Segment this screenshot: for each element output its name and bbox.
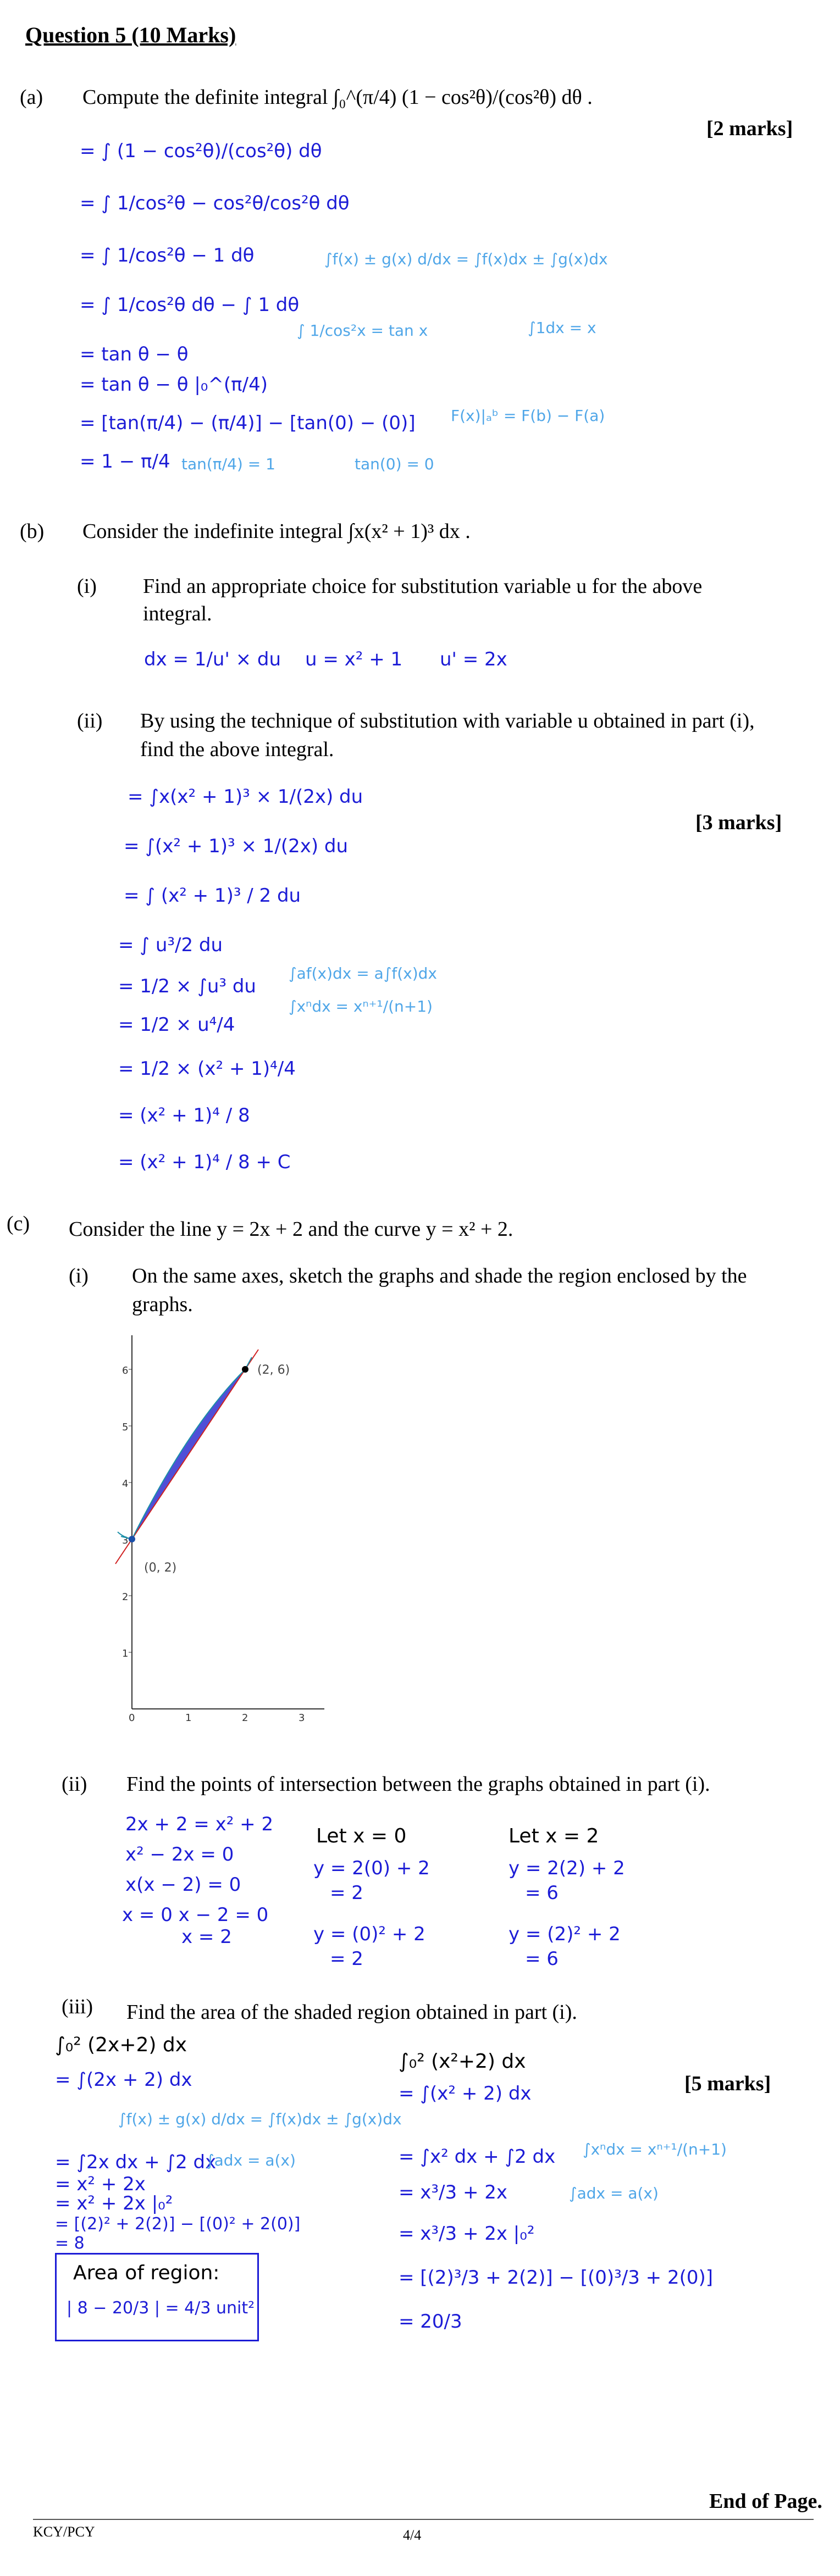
x-tick-label: 0 [129, 1712, 135, 1724]
area-value: | 8 − 20/3 | = 4/3 unit² [67, 2299, 255, 2318]
part-c-label: (c) [7, 1212, 30, 1235]
y-tick-label: 6 [122, 1365, 129, 1376]
part-b-ii-label: (ii) [77, 709, 103, 732]
part-c-ii-work: 2x + 2 = x² + 2 [125, 1813, 274, 1835]
x-tick-label: 3 [299, 1712, 305, 1724]
footer-page-number: 4/4 [403, 2527, 422, 2543]
y-tick-label: 2 [122, 1591, 129, 1603]
part-b-ii-step: = 1/2 × ∫u³ du [118, 975, 256, 997]
part-a-step: = ∫ (1 − cos²θ)/(cos²θ) dθ [80, 140, 322, 162]
part-c-i-prompt-line1: On the same axes, sketch the graphs and shade the region enclosed by the [132, 1264, 747, 1287]
point-label-bottom: (0, 2) [144, 1561, 177, 1575]
part-c-ii-work: x² − 2x = 0 [125, 1844, 234, 1866]
part-b-i-work: dx = 1/u' × du [144, 648, 281, 670]
y-tick-label: 3 [122, 1535, 129, 1546]
note-tan-0: tan(0) = 0 [355, 455, 434, 473]
part-b-ii-step: = (x² + 1)⁴ / 8 [118, 1104, 250, 1126]
let-x-2-title: Let x = 2 [509, 1825, 599, 1847]
note-sec-rule: ∫ 1/cos²x = tan x [297, 321, 428, 340]
part-a-step: = tan θ − θ |₀^(π/4) [80, 374, 268, 396]
part-a-step: = tan θ − θ [80, 343, 189, 365]
note-const-rule-c1: ∫adx = a(x) [206, 2151, 296, 2169]
right-integral-step: = 20/3 [399, 2311, 462, 2333]
x-tick-label: 1 [185, 1712, 192, 1724]
part-a-step: = [tan(π/4) − (π/4)] − [tan(0) − (0)] [80, 412, 416, 434]
left-integral-step: = x² + 2x [55, 2173, 146, 2195]
right-integral-step: = [(2)³/3 + 2(2)] − [(0)³/3 + 2(0)] [399, 2267, 714, 2289]
part-b-ii-step: = (x² + 1)⁴ / 8 + C [118, 1151, 291, 1173]
part-b-prompt: Consider the indefinite integral ∫x(x² + 1)³ dx . [82, 520, 471, 543]
part-c-ii-work: y = (2)² + 2 [509, 1923, 621, 1945]
left-integral-step: = [(2)² + 2(2)] − [(0)² + 2(0)] [55, 2214, 301, 2234]
y-ticks [122, 1365, 132, 1659]
part-b-ii-prompt-line2: find the above integral. [140, 738, 334, 761]
graph [110, 1330, 341, 1736]
part-c-i-prompt-line2: graphs. [132, 1293, 193, 1316]
part-a-step: = 1 − π/4 [80, 451, 170, 473]
right-integral-step: = x³/3 + 2x [399, 2181, 507, 2203]
footer-author: KCY/PCY [33, 2524, 95, 2540]
part-b-ii-step: = ∫(x² + 1)³ × 1/(2x) du [124, 835, 349, 857]
part-c-ii-work: x(x − 2) = 0 [125, 1874, 241, 1896]
left-integral-step: = 8 [55, 2234, 85, 2253]
part-c-iii-marks: [5 marks] [684, 2072, 771, 2095]
right-integral-title: ∫₀² (x²+2) dx [399, 2050, 526, 2073]
let-x-0-title: Let x = 0 [316, 1825, 407, 1847]
note-const-rule: ∫af(x)dx = a∫f(x)dx [289, 964, 437, 982]
part-c-iii-label: (iii) [62, 1995, 93, 2018]
part-c-ii-work: = 6 [525, 1948, 559, 1970]
note-tan-pi4: tan(π/4) = 1 [181, 455, 275, 473]
y-tick-label: 4 [122, 1478, 129, 1490]
part-b-ii-step: = ∫ (x² + 1)³ / 2 du [124, 885, 301, 907]
part-c-prompt: Consider the line y = 2x + 2 and the curve y = x² + 2. [69, 1218, 513, 1241]
part-a-marks: [2 marks] [706, 117, 793, 140]
part-b-ii-prompt-line1: By using the technique of substitution with variable u obtained in part (i), [140, 709, 755, 732]
intersection-point-top [242, 1366, 248, 1373]
left-integral-step: = x² + 2x |₀² [55, 2192, 173, 2214]
part-a-step: = ∫ 1/cos²θ dθ − ∫ 1 dθ [80, 294, 300, 316]
x-tick-label: 2 [242, 1712, 248, 1724]
part-b-i-prompt-line2: integral. [143, 602, 212, 625]
right-integral-step: = x³/3 + 2x |₀² [399, 2223, 535, 2245]
note-power-rule-c: ∫xⁿdx = xⁿ⁺¹/(n+1) [583, 2140, 727, 2158]
part-b-ii-step: = 1/2 × (x² + 1)⁴/4 [118, 1058, 296, 1080]
note-sum-rule: ∫f(x) ± g(x) d/dx = ∫f(x)dx ± ∫g(x)dx [324, 250, 608, 268]
part-c-ii-work: y = 2(0) + 2 [313, 1857, 430, 1879]
part-b-ii-step: = 1/2 × u⁴/4 [118, 1014, 235, 1036]
note-sum-rule-c: ∫f(x) ± g(x) d/dx = ∫f(x)dx ± ∫g(x)dx [118, 2110, 402, 2128]
part-a-prompt: Compute the definite integral ∫₀^(π/4) (1 − cos²θ)/(cos²θ) dθ . [82, 86, 593, 109]
part-b-label: (b) [20, 520, 45, 543]
x-ticks [129, 1712, 305, 1724]
intersection-point-bottom [129, 1536, 135, 1542]
note-one-rule: ∫1dx = x [528, 319, 596, 337]
part-c-iii-prompt: Find the area of the shaded region obtained in part (i). [126, 2001, 577, 2024]
note-power-rule: ∫xⁿdx = xⁿ⁺¹/(n+1) [289, 997, 433, 1015]
part-c-ii-work: y = (0)² + 2 [313, 1923, 425, 1945]
area-answer-box [55, 2253, 259, 2341]
line-graph [115, 1350, 258, 1564]
area-title: Area of region: [73, 2262, 220, 2284]
right-integral-step: = ∫x² dx + ∫2 dx [399, 2146, 556, 2168]
part-b-i-label: (i) [77, 575, 97, 598]
part-a-step: = ∫ 1/cos²θ − cos²θ/cos²θ dθ [80, 192, 350, 214]
right-integral-step: = ∫(x² + 2) dx [399, 2083, 532, 2105]
left-integral-title: ∫₀² (2x+2) dx [55, 2034, 187, 2056]
part-c-i-label: (i) [69, 1264, 89, 1287]
part-c-ii-prompt: Find the points of intersection between the graphs obtained in part (i). [126, 1773, 710, 1796]
end-of-page: End of Page. [709, 2490, 822, 2513]
part-b-ii-step: = ∫x(x² + 1)³ × 1/(2x) du [128, 786, 363, 808]
y-tick-label: 5 [122, 1422, 129, 1433]
part-c-ii-work: y = 2(2) + 2 [509, 1857, 625, 1879]
footer-divider [33, 2519, 814, 2520]
note-ftc: F(x)|ₐᵇ = F(b) − F(a) [451, 407, 605, 425]
part-a-label: (a) [20, 86, 43, 109]
left-integral-step: = ∫(2x + 2) dx [55, 2069, 192, 2091]
part-c-ii-work: x = 0 x − 2 = 0 [122, 1904, 269, 1926]
part-b-i-prompt-line1: Find an appropriate choice for substitution variable u for the above [143, 575, 703, 598]
point-label-top: (2, 6) [257, 1363, 290, 1377]
note-const-rule-c2: ∫adx = a(x) [569, 2184, 659, 2202]
part-b-i-work: u' = 2x [440, 648, 507, 670]
part-a-step: = ∫ 1/cos²θ − 1 dθ [80, 245, 255, 267]
question-title: Question 5 (10 Marks) [25, 23, 236, 47]
left-integral-step: = ∫2x dx + ∫2 dx [55, 2151, 217, 2173]
part-c-ii-work: = 2 [330, 1882, 363, 1904]
part-c-ii-work: = 6 [525, 1882, 559, 1904]
part-c-ii-label: (ii) [62, 1773, 87, 1796]
part-b-ii-marks: [3 marks] [695, 811, 782, 834]
part-b-ii-step: = ∫ u³/2 du [118, 934, 223, 956]
part-c-ii-work: x = 2 [181, 1926, 232, 1948]
part-c-ii-work: = 2 [330, 1948, 363, 1970]
y-tick-label: 1 [122, 1648, 129, 1659]
part-b-i-work: u = x² + 1 [305, 648, 403, 670]
